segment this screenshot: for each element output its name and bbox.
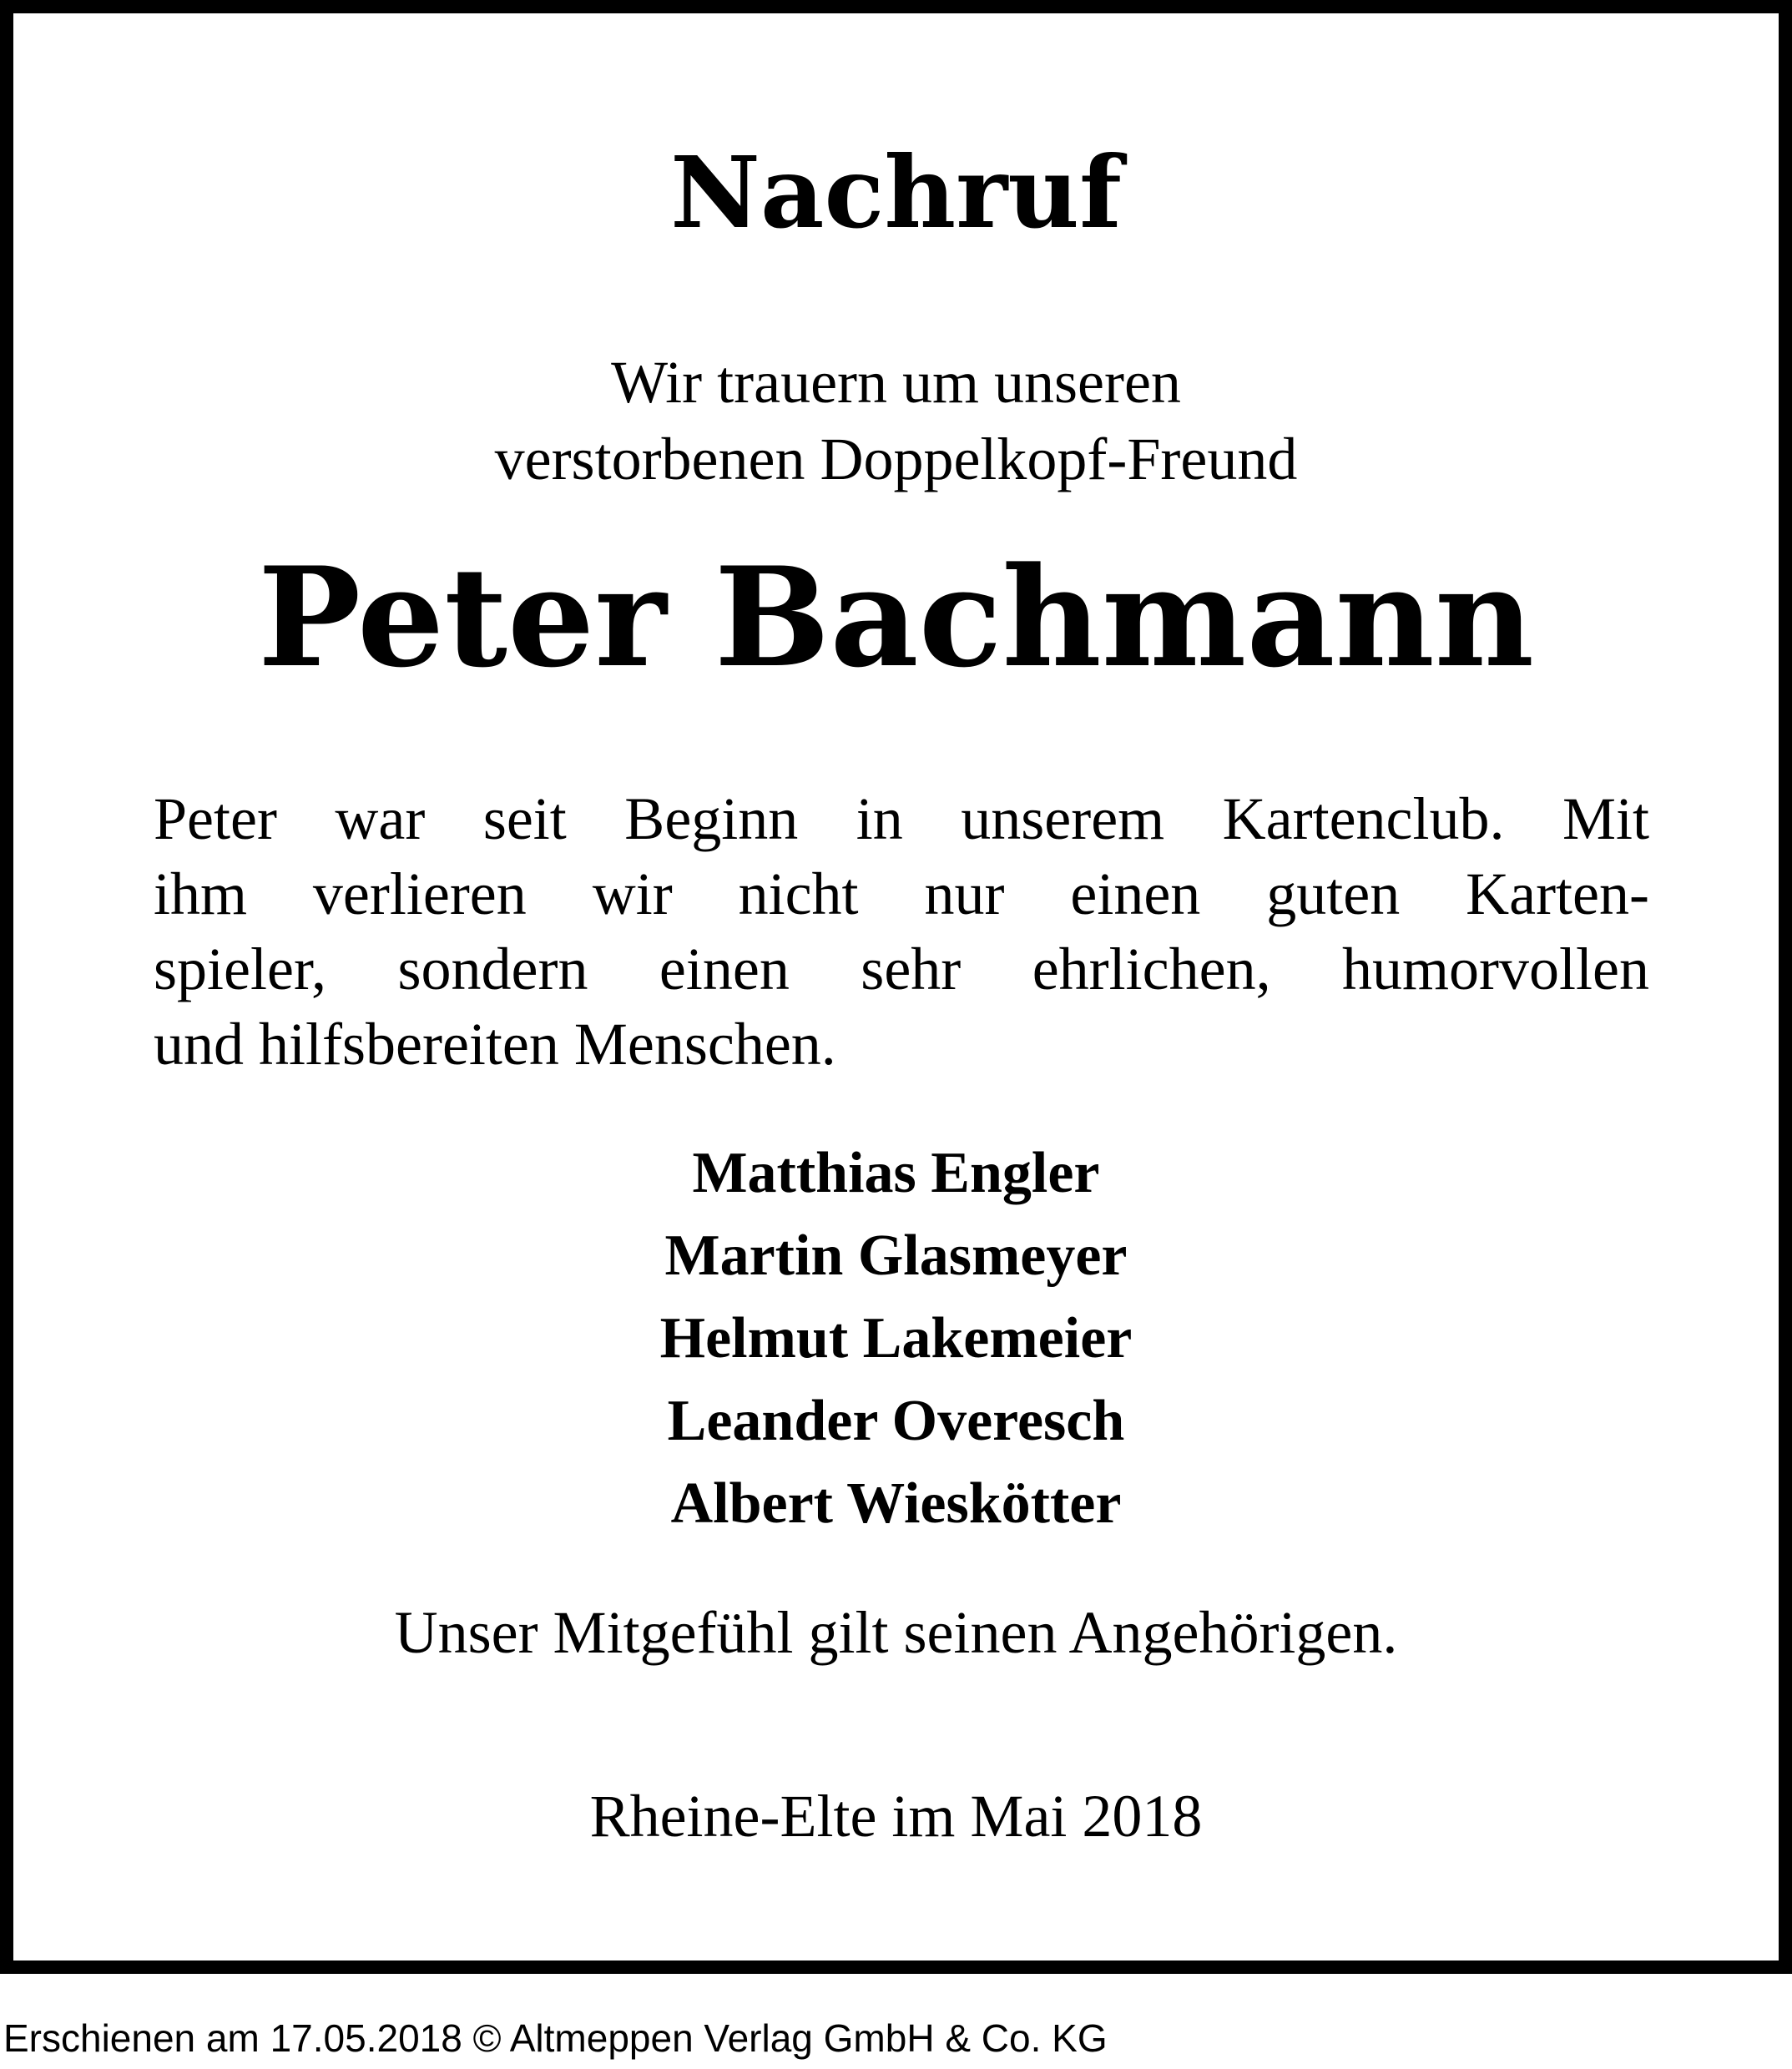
intro-line: Wir trauern um unseren: [611, 349, 1181, 416]
signer-name: Helmut Lakemeier: [659, 1306, 1133, 1370]
body-line: Peter war seit Beginn in unserem Kartenclub. Mit: [154, 785, 1649, 852]
obituary-title: Nachruf: [670, 134, 1122, 250]
place-date: Rheine-Elte im Mai 2018: [589, 1783, 1203, 1849]
signer-name: Leander Overesch: [667, 1389, 1125, 1453]
signer-name: Matthias Engler: [692, 1141, 1100, 1205]
signer-name: Martin Glasmeyer: [664, 1224, 1128, 1288]
body-line: und hilfsbereiten Menschen.: [154, 1011, 836, 1077]
obituary-body: [154, 781, 1649, 1082]
intro-line: verstorbenen Doppelkopf-Freund: [494, 426, 1298, 492]
publication-credit: Erschienen am 17.05.2018 © Altmeppen Verlag GmbH & Co. KG: [3, 2016, 1108, 2060]
signer-name: Albert Wieskötter: [670, 1471, 1122, 1536]
intro-text: [13, 344, 1779, 497]
body-line: ihm verlieren wir nicht nur einen guten Karten-: [154, 860, 1649, 927]
deceased-name: Peter Bachmann: [257, 537, 1535, 698]
body-line: spieler, sondern einen sehr ehrlichen, humorvollen: [154, 936, 1649, 1002]
signers-list: [13, 1132, 1779, 1545]
sympathy-text: Unser Mitgefühl gilt seinen Angehörigen.: [394, 1599, 1398, 1666]
